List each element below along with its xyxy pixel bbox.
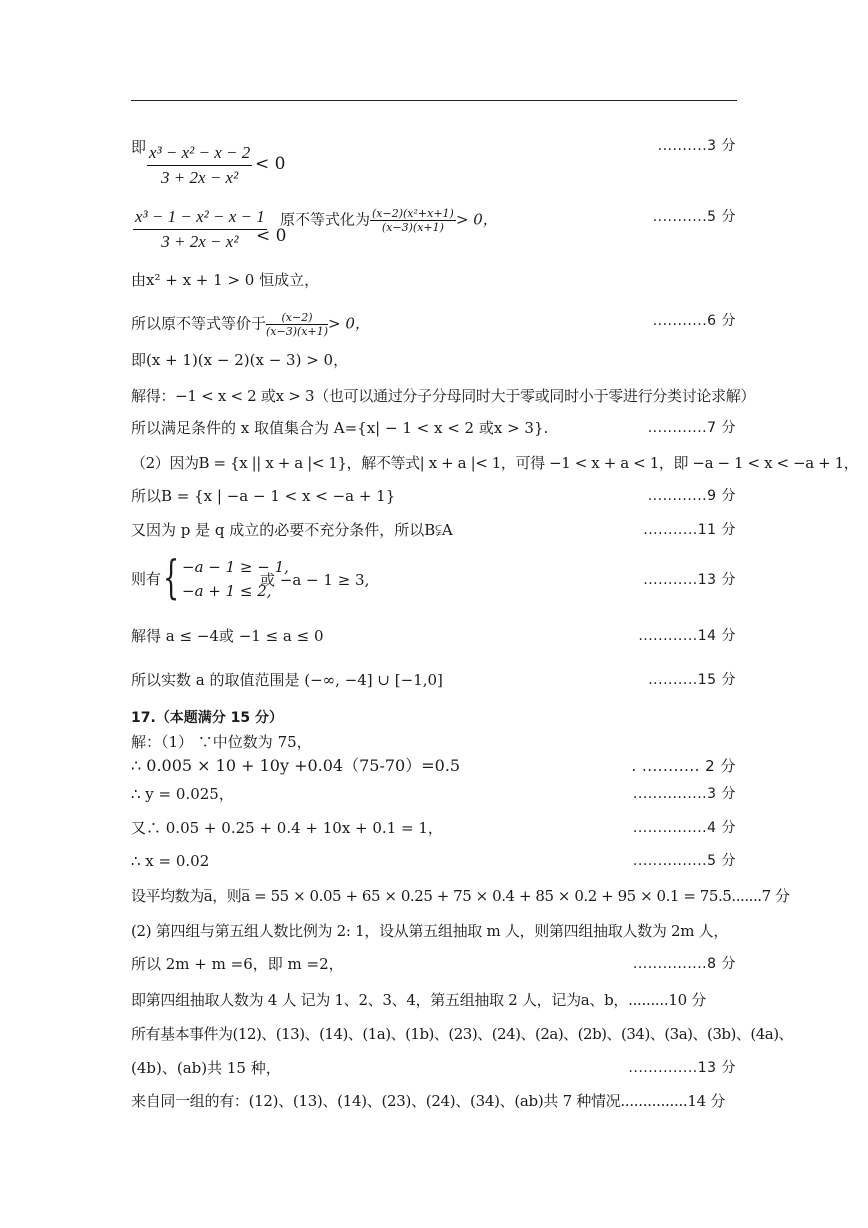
score-5b: ...............5 分 bbox=[632, 853, 736, 869]
score-3b: ...............3 分 bbox=[632, 786, 736, 802]
problem-17-heading: 17.（本题满分 15 分） bbox=[131, 710, 284, 726]
line-4-small-numerator: (x−2) bbox=[266, 311, 328, 325]
system-brace: { bbox=[163, 550, 180, 604]
fraction-1-denominator: 3 + 2x − x² bbox=[161, 168, 239, 187]
line-2-tail: > 0， bbox=[455, 210, 498, 229]
line-9: 所以B = {x | −a − 1 < x < −a + 1} bbox=[131, 487, 396, 505]
line-13: 所以实数 a 的取值范围是 (−∞, −4] ∪ [−1,0] bbox=[131, 671, 443, 689]
line-24: 所有基本事件为(12)、(13)、(14)、(1a)、(1b)、(23)、(24)、(2a)、(2b)、(34)、(3a)、(3b)、(4a)、 bbox=[131, 1025, 794, 1043]
line-2-text: 原不等式化为 bbox=[280, 210, 371, 229]
line-19: ∴ x = 0.02 bbox=[131, 852, 210, 870]
line-18: 又∴ 0.05 + 0.25 + 0.4 + 10x + 0.1 = 1， bbox=[131, 819, 443, 837]
line-2-small-fraction bbox=[370, 207, 456, 234]
line-20: 设平均数为a̅，则a̅ = 55 × 0.05 + 65 × 0.25 + 75 × 0.4 + 85 × 0.2 + 95 × 0.1 = 75.5.......7 分 bbox=[131, 887, 790, 905]
line-26: 来自同一组的有：(12)、(13)、(14)、(23)、(24)、(34)、(ab)共 7 种情况...............14 分 bbox=[131, 1092, 726, 1110]
score-14: ............14 分 bbox=[638, 628, 736, 644]
line-8: （2）因为B = {x || x + a |< 1}，解不等式| x + a |< 1，可得 −1 < x + a < 1，即 −a − 1 < x < −a + 1， bbox=[131, 454, 859, 472]
fraction-1-numerator: x³ − x² − x − 2 bbox=[147, 143, 252, 166]
line-4-tail: > 0， bbox=[328, 314, 370, 333]
line-2 bbox=[280, 207, 498, 234]
line-1-prefix: 即 bbox=[131, 138, 147, 156]
line-21: (2) 第四组与第五组人数比例为 2: 1，设从第五组抽取 m 人，则第四组抽取人数为 2m 人， bbox=[131, 922, 729, 940]
score-5: ...........5 分 bbox=[652, 209, 736, 225]
line-3: 由x² + x + 1 > 0 恒成立， bbox=[131, 271, 320, 289]
fraction-2 bbox=[133, 207, 267, 252]
score-15: ..........15 分 bbox=[648, 672, 736, 688]
fraction-2-numerator: x³ − 1 − x² − x − 1 bbox=[133, 207, 267, 230]
score-13: ...........13 分 bbox=[643, 572, 736, 588]
score-13b: ..............13 分 bbox=[628, 1060, 736, 1076]
score-8: ...............8 分 bbox=[632, 956, 736, 972]
line-7: 所以满足条件的 x 取值集合为 A={x| − 1 < x < 2 或x > 3}. bbox=[131, 419, 549, 437]
line-2-small-denominator: (x−3)(x+1) bbox=[381, 221, 444, 234]
score-7a: ............7 分 bbox=[647, 420, 736, 436]
score-11: ...........11 分 bbox=[643, 522, 736, 538]
system-row-1: −a − 1 ≥ − 1, bbox=[182, 558, 289, 576]
fraction-2-denominator: 3 + 2x − x² bbox=[161, 232, 239, 251]
line-22: 所以 2m + m =6，即 m =2， bbox=[131, 955, 344, 973]
line-17: ∴ y = 0.025， bbox=[131, 785, 234, 803]
line-4-small-denominator: (x−3)(x+1) bbox=[266, 325, 329, 338]
line-4-text: 所以原不等式等价于 bbox=[131, 314, 267, 333]
score-4: ...............4 分 bbox=[632, 820, 736, 836]
line-10: 又因为 p 是 q 成立的必要不充分条件，所以B⫋A bbox=[131, 521, 453, 539]
line-4 bbox=[131, 311, 370, 338]
score-3: ..........3 分 bbox=[657, 138, 736, 154]
line-11-prefix: 则有 bbox=[131, 570, 162, 588]
line-25: (4b)、(ab)共 15 种， bbox=[131, 1059, 281, 1077]
line-11-or: 或 −a − 1 ≥ 3, bbox=[260, 571, 370, 589]
header-rule bbox=[131, 100, 737, 101]
score-9: ............9 分 bbox=[647, 488, 736, 504]
system-row-2: −a + 1 ≤ 2, bbox=[182, 582, 272, 600]
line-2-small-numerator: (x−2)(x²+x+1) bbox=[372, 207, 454, 220]
score-6: ...........6 分 bbox=[652, 313, 736, 329]
line-23: 即第四组抽取人数为 4 人 记为 1、2、3、4，第五组抽取 2 人，记为a、b，.........10 分 bbox=[131, 991, 706, 1009]
line-6: 解得：−1 < x < 2 或x > 3（也可以通过分子分母同时大于零或同时小于零进行分类讨论求解） bbox=[131, 387, 756, 405]
fraction-2-relation: < 0 bbox=[256, 226, 287, 246]
fraction-1-relation: < 0 bbox=[255, 154, 286, 174]
line-5: 即(x + 1)(x − 2)(x − 3) > 0， bbox=[131, 351, 349, 369]
line-16: ∴ 0.005 × 10 + 10y +0.04（75-70）=0.5 bbox=[131, 756, 461, 775]
line-12: 解得 a ≤ −4或 −1 ≤ a ≤ 0 bbox=[131, 627, 324, 645]
fraction-1 bbox=[147, 143, 252, 188]
score-2: . ........... 2 分 bbox=[631, 757, 736, 775]
line-4-small-fraction bbox=[266, 311, 328, 338]
line-15: 解：（1） ∵中位数为 75， bbox=[131, 733, 312, 751]
